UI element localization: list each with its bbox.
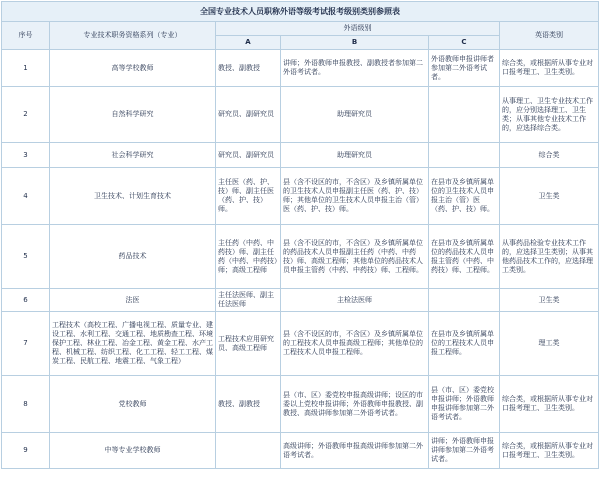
cell-level-b: 高级讲师；外语教师申报高级讲师参加第二外语考试者。 bbox=[281, 433, 429, 469]
cell-no: 6 bbox=[2, 289, 50, 312]
table-row bbox=[2, 376, 599, 433]
cell-no: 1 bbox=[2, 50, 50, 87]
table-row bbox=[2, 143, 599, 168]
header-category: 英语类别 bbox=[500, 22, 599, 50]
cell-level-c: 外语教师申报讲师者参加第二外语考试者。 bbox=[429, 50, 500, 87]
cell-series: 药品技术 bbox=[50, 225, 216, 289]
table-row bbox=[2, 312, 599, 376]
cell-category: 从事理工、卫生专业技术工作的，应分别选择理工、卫生类；从事其他专业技术工作的，应选择综合类。 bbox=[500, 87, 599, 143]
cell-level-a: 教授、副教授 bbox=[216, 50, 281, 87]
cell-level-c: 县（市、区）委党校申报讲师；外语教师申报讲师参加第二外语考试者。 bbox=[429, 376, 500, 433]
header-row-1 bbox=[2, 22, 599, 36]
cell-level-c bbox=[429, 143, 500, 168]
cell-level-c bbox=[429, 87, 500, 143]
cell-category: 综合类，或根据所从事专业对口报考理工、卫生类别。 bbox=[500, 50, 599, 87]
cell-level-a: 研究员、副研究员 bbox=[216, 87, 281, 143]
cell-series: 法医 bbox=[50, 289, 216, 312]
cell-level-a: 主任医（药、护、技）师、副主任医（药、护、技）师。 bbox=[216, 168, 281, 225]
cell-level-b: 主检法医师 bbox=[281, 289, 429, 312]
table-row bbox=[2, 168, 599, 225]
cell-level-a: 教授、副教授 bbox=[216, 376, 281, 433]
cell-no: 7 bbox=[2, 312, 50, 376]
table-row bbox=[2, 433, 599, 469]
cell-level-b: 县（含不设区的市，不含区）及乡镇所属单位的药品技术人员申报副主任药（中药、中药技）师、高级工程师；其他单位的药品技术人员申报主管药（中药、中药技）师、工程师。 bbox=[281, 225, 429, 289]
cell-level-b: 县（含不设区的市，不含区）及乡镇所属单位的卫生技术人员申报副主任医（药、护、技）师；其他单位的卫生技术人员申报主治（管）医（药、护、技）师。 bbox=[281, 168, 429, 225]
cell-level-a: 主任法医师、副主任法医师 bbox=[216, 289, 281, 312]
cell-level-b: 助理研究员 bbox=[281, 87, 429, 143]
table-row bbox=[2, 87, 599, 143]
cell-category: 综合类，或根据所从事专业对口报考理工、卫生类别。 bbox=[500, 433, 599, 469]
cell-no: 3 bbox=[2, 143, 50, 168]
cell-level-c bbox=[429, 289, 500, 312]
cell-level-c: 在县市及乡镇所属单位的药品技术人员申报主管药（中药、中药技）师、工程师。 bbox=[429, 225, 500, 289]
cell-no: 4 bbox=[2, 168, 50, 225]
cell-category: 综合类 bbox=[500, 143, 599, 168]
table-row bbox=[2, 50, 599, 87]
cell-category: 综合类，或根据所从事专业对口报考理工、卫生类别。 bbox=[500, 376, 599, 433]
cell-no: 5 bbox=[2, 225, 50, 289]
cell-series: 中等专业学校教师 bbox=[50, 433, 216, 469]
cell-category: 理工类 bbox=[500, 312, 599, 376]
cell-category: 卫生类 bbox=[500, 289, 599, 312]
cell-level-a bbox=[216, 433, 281, 469]
header-level-group: 外语级别 bbox=[216, 22, 500, 36]
cell-category: 卫生类 bbox=[500, 168, 599, 225]
header-no: 序号 bbox=[2, 22, 50, 50]
cell-level-a: 研究员、副研究员 bbox=[216, 143, 281, 168]
cell-no: 8 bbox=[2, 376, 50, 433]
cell-level-c: 在县市及乡镇所属单位的卫生技术人员申报主治（管）医（药、护、技）师。 bbox=[429, 168, 500, 225]
cell-series: 自然科学研究 bbox=[50, 87, 216, 143]
cell-level-b: 县（含不设区的市，不含区）及乡镇所属单位的工程技术人员申报高级工程师；其他单位的工程技术人员申报工程师。 bbox=[281, 312, 429, 376]
table-row bbox=[2, 289, 599, 312]
table-title: 全国专业技术人员职称外语等级考试报考级别类别参照表 bbox=[2, 2, 599, 22]
cell-level-c: 讲师；外语教师申报讲师参加第二外语考试者。 bbox=[429, 433, 500, 469]
table-row bbox=[2, 225, 599, 289]
cell-level-c: 在县市及乡镇所属单位的工程技术人员申报工程师。 bbox=[429, 312, 500, 376]
cell-series: 党校教师 bbox=[50, 376, 216, 433]
cell-series: 高等学校教师 bbox=[50, 50, 216, 87]
cell-no: 2 bbox=[2, 87, 50, 143]
header-level-c: C bbox=[429, 36, 500, 50]
title-row bbox=[2, 2, 599, 22]
cell-level-b: 讲师；外语教师申报教授、副教授者参加第二外语考试者。 bbox=[281, 50, 429, 87]
header-level-b: B bbox=[281, 36, 429, 50]
cell-level-b: 助理研究员 bbox=[281, 143, 429, 168]
cell-series: 社会科学研究 bbox=[50, 143, 216, 168]
cell-no: 9 bbox=[2, 433, 50, 469]
cell-series: 工程技术（高校工程、广播电视工程、质量专业、建设工程、水利工程、交通工程、地质勘查工程、环境保护工程、林业工程、冶金工程、黄金工程、水产工程、机械工程、纺织工程、化工工程、轻工工程、煤炭工程、民航工程、地震工程、气象工程） bbox=[50, 312, 216, 376]
cell-series: 卫生技术、计划生育技术 bbox=[50, 168, 216, 225]
cell-level-a: 主任药（中药、中药技）师、副主任药（中药、中药技）师；高级工程师 bbox=[216, 225, 281, 289]
cell-level-a: 工程技术应用研究员、高级工程师 bbox=[216, 312, 281, 376]
cell-category: 从事药品检验专业技术工作的，应选择卫生类别；从事其他药品技术工作的，应选择理工类别。 bbox=[500, 225, 599, 289]
cell-level-b: 县（市、区）委党校申报高级讲师；设区的市委以上党校申报讲师；外语教师申报教授、副教授、高级讲师参加第二外语考试者。 bbox=[281, 376, 429, 433]
reference-table bbox=[1, 1, 599, 469]
header-level-a: A bbox=[216, 36, 281, 50]
header-series: 专业技术职务资格系列（专业） bbox=[50, 22, 216, 50]
